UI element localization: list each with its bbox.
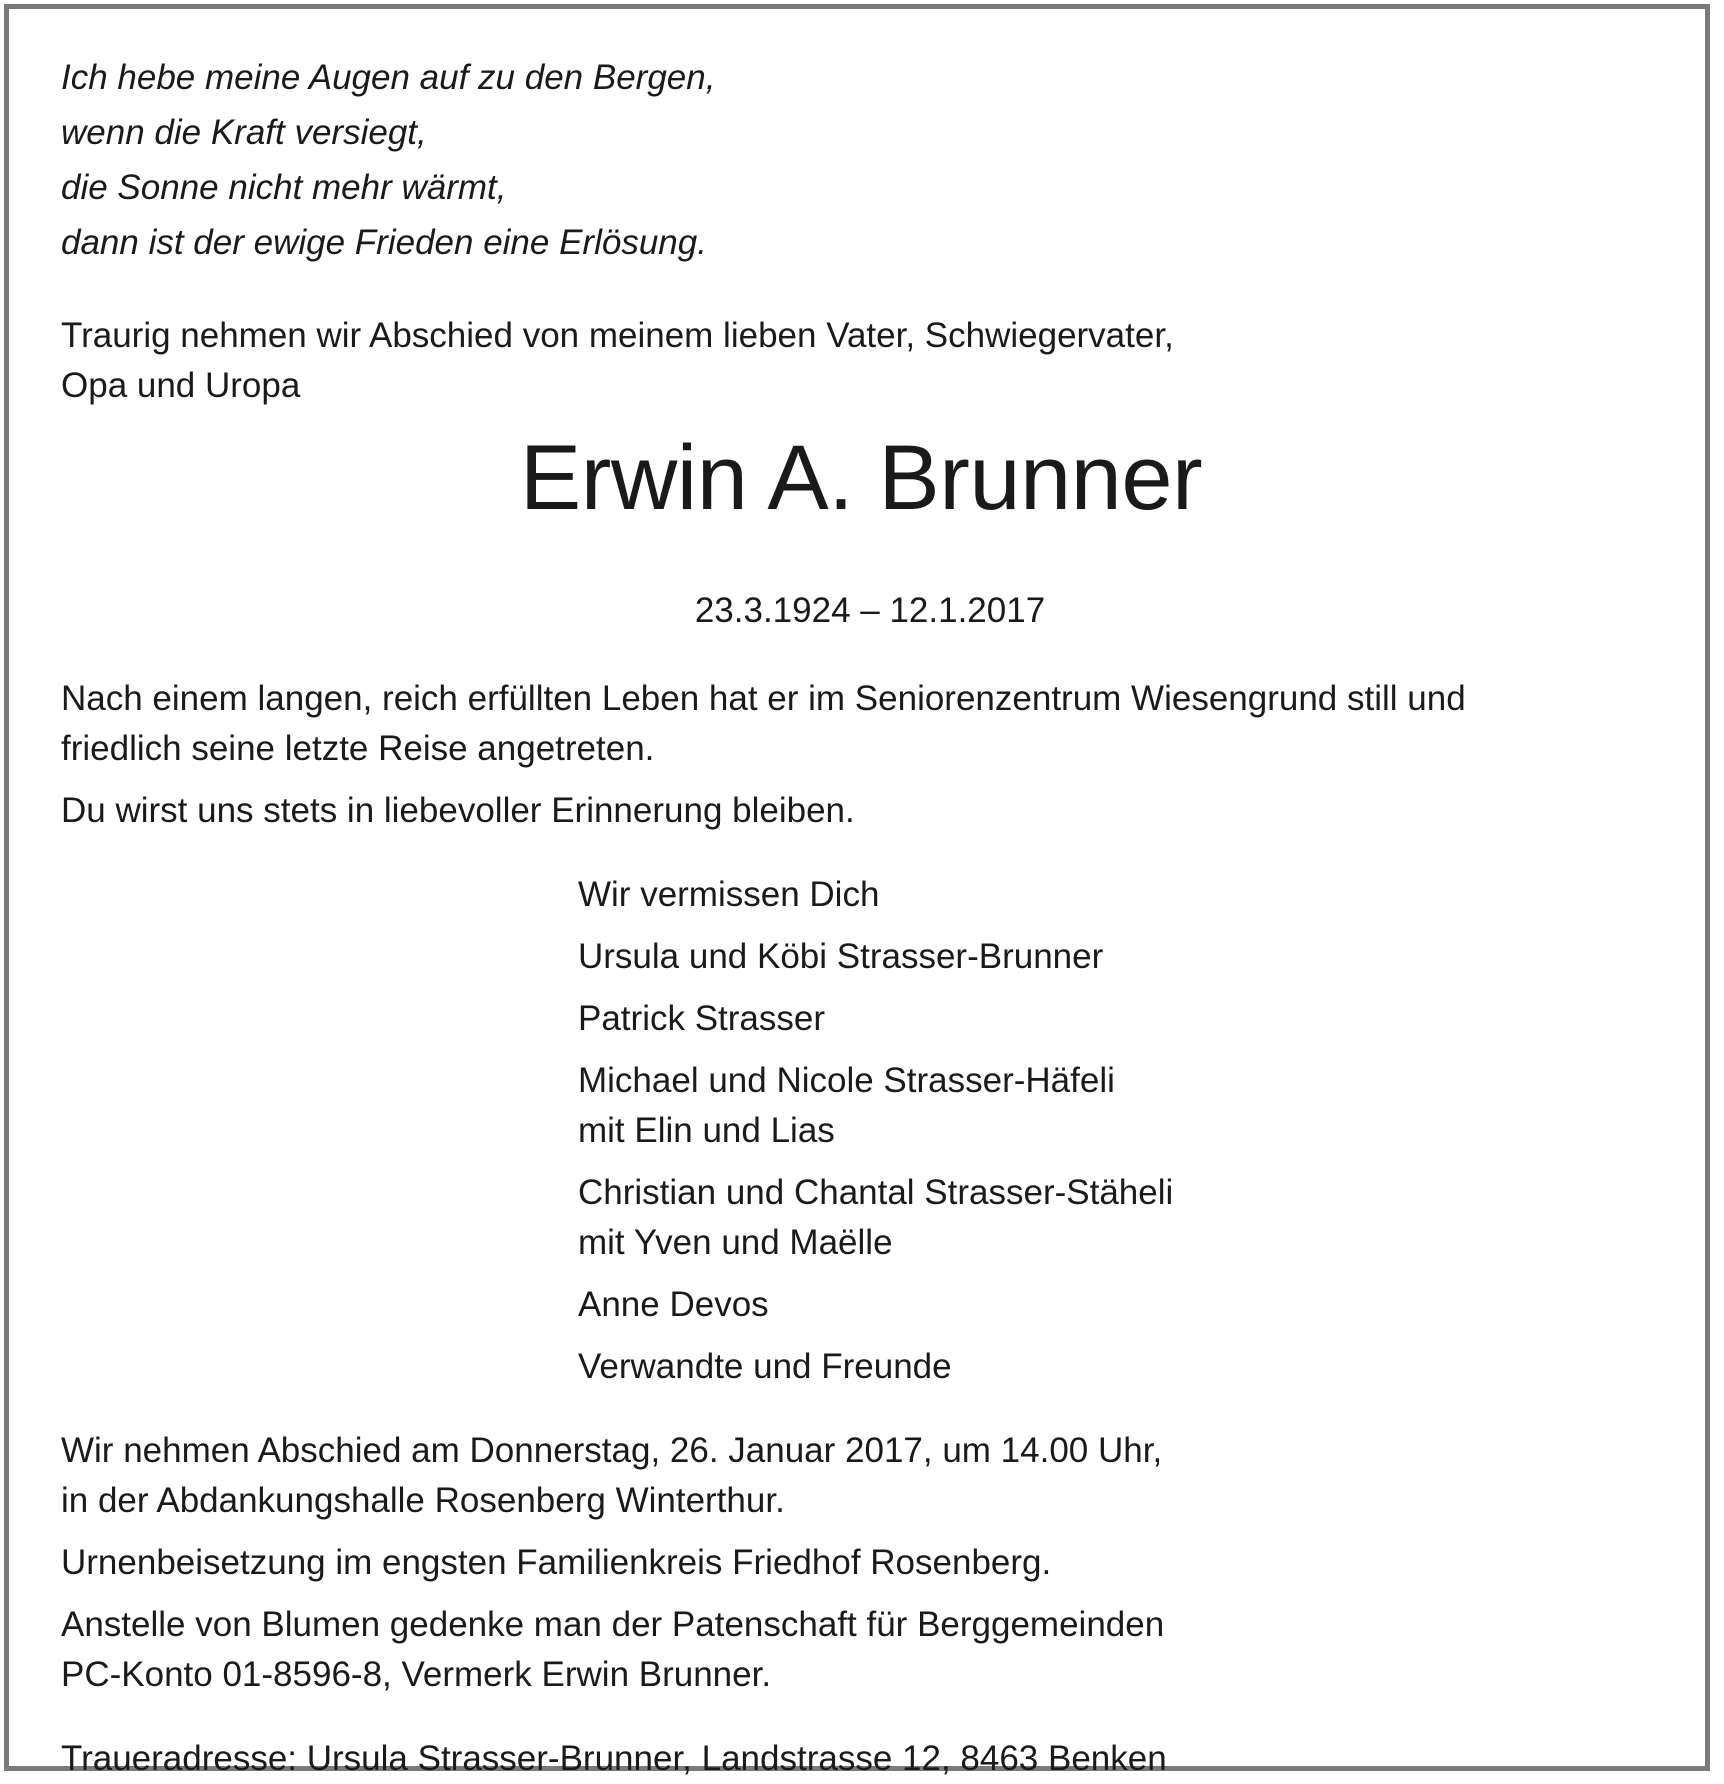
mourner-line: Ursula und Köbi Strasser-Brunner bbox=[578, 937, 1104, 976]
intro-text bbox=[61, 311, 1661, 411]
life-dates: 23.3.1924 – 12.1.2017 bbox=[694, 591, 1046, 630]
mourners-list bbox=[578, 870, 1173, 1404]
mourner-line: Christian und Chantal Strasser-Stäheli bbox=[578, 1173, 1174, 1212]
ceremony-line: Wir nehmen Abschied am Donnerstag, 26. Januar 2017, um 14.00 Uhr, bbox=[61, 1431, 1163, 1470]
burial-line: Urnenbeisetzung im engsten Familienkreis Friedhof Rosenberg. bbox=[61, 1543, 1052, 1582]
intro-line: Traurig nehmen wir Abschied von meinem lieben Vater, Schwiegervater, bbox=[61, 316, 1174, 355]
remembrance-line: Du wirst uns stets in liebevoller Erinnerung bleiben. bbox=[61, 791, 855, 830]
deceased-name-block bbox=[61, 418, 1679, 528]
mourners-heading: Wir vermissen Dich bbox=[578, 875, 880, 914]
mourner-line: Patrick Strasser bbox=[578, 999, 825, 1038]
mourners-heading-block bbox=[578, 870, 1173, 920]
mourner-line: mit Elin und Lias bbox=[578, 1111, 835, 1150]
donation-line: PC-Konto 01-8596-8, Vermerk Erwin Brunner. bbox=[61, 1655, 772, 1694]
ceremony-line: in der Abdankungshalle Rosenberg Winterthur. bbox=[61, 1481, 785, 1520]
donation-line: Anstelle von Blumen gedenke man der Patenschaft für Berggemeinden bbox=[61, 1605, 1165, 1644]
deceased-name: Erwin A. Brunner bbox=[519, 427, 1203, 529]
mourner-entry bbox=[578, 1056, 1173, 1156]
mourning-address bbox=[61, 1734, 1661, 1784]
mourner-line: Michael und Nicole Strasser-Häfeli bbox=[578, 1061, 1115, 1100]
mourner-entry bbox=[578, 994, 1173, 1044]
address-line: Traueradresse: Ursula Strasser-Brunner, Landstrasse 12, 8463 Benken bbox=[61, 1739, 1167, 1778]
motto-line: Ich hebe meine Augen auf zu den Bergen, bbox=[61, 58, 716, 97]
mourner-entry bbox=[578, 932, 1173, 982]
obituary-notice bbox=[61, 50, 1661, 1778]
motto-line: die Sonne nicht mehr wärmt, bbox=[61, 168, 507, 207]
mourner-entry bbox=[578, 1168, 1173, 1268]
motto-line: wenn die Kraft versiegt, bbox=[61, 113, 427, 152]
motto-line: dann ist der ewige Frieden eine Erlösung. bbox=[61, 223, 707, 262]
ceremony-info bbox=[61, 1426, 1661, 1700]
message-line: Nach einem langen, reich erfüllten Leben hat er im Seniorenzentrum Wiesengrund still und bbox=[61, 679, 1466, 718]
mourner-line: mit Yven und Maëlle bbox=[578, 1223, 893, 1262]
message-text bbox=[61, 674, 1661, 836]
message-line: friedlich seine letzte Reise angetreten. bbox=[61, 729, 655, 768]
mourner-line: Anne Devos bbox=[578, 1285, 769, 1324]
mourner-entry bbox=[578, 1280, 1173, 1330]
intro-line: Opa und Uropa bbox=[61, 366, 301, 405]
mourner-entry bbox=[578, 1342, 1173, 1392]
mourner-line: Verwandte und Freunde bbox=[578, 1347, 952, 1386]
motto-verse bbox=[61, 50, 1661, 270]
